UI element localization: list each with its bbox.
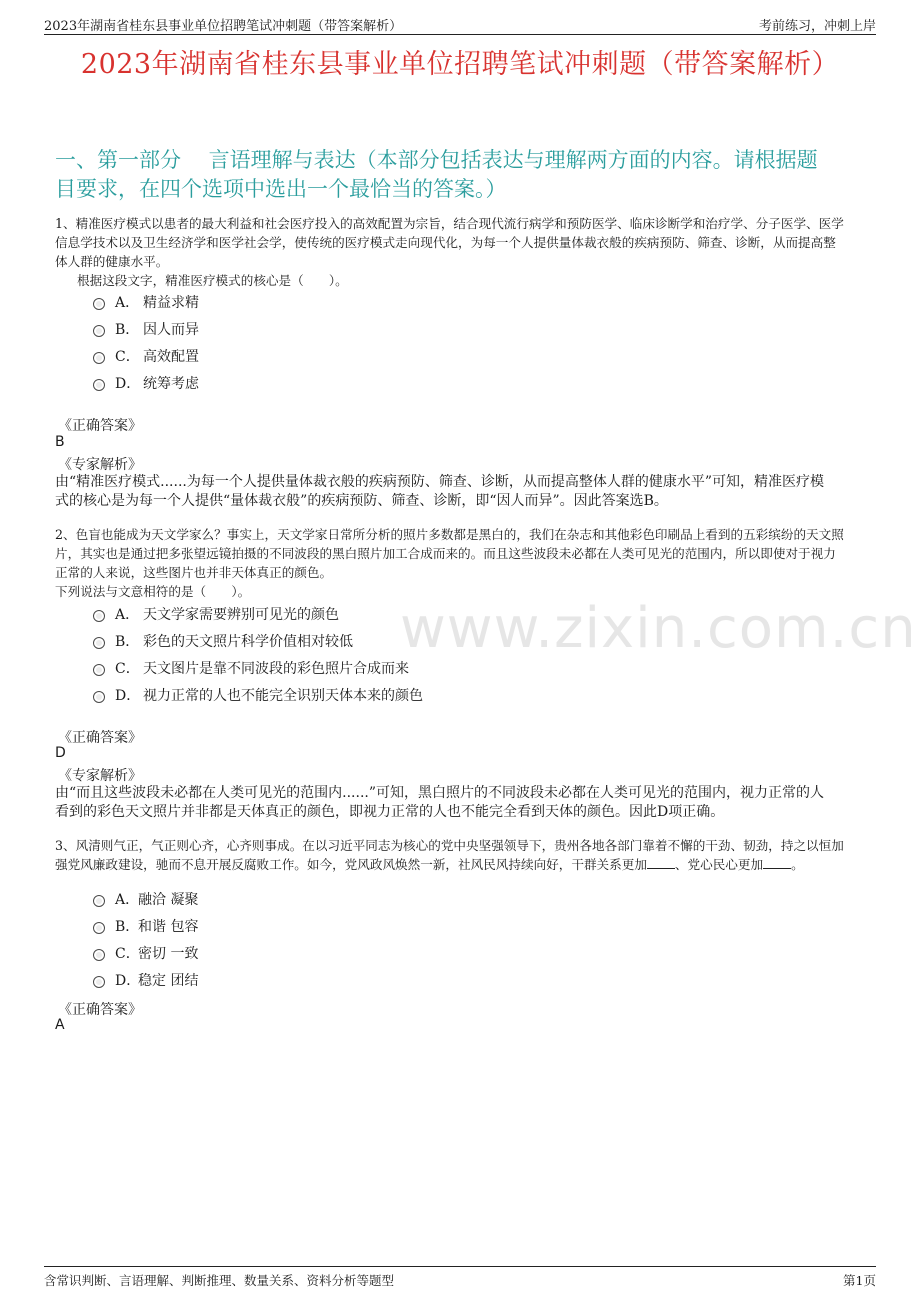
header-slogan: 考前练习，冲刺上岸: [758, 19, 876, 34]
option-letter: C．: [115, 946, 140, 962]
radio-button[interactable]: [93, 379, 105, 391]
option-text: 高效配置: [143, 349, 199, 365]
analysis-line: 由“而且这些波段未必都在人类可见光的范围内......”可知，黑白照片的不同波段未必都在人类可见光的范围内，视力正常的人: [55, 785, 825, 801]
q2-stem-line: 2、色盲也能成为天文学家么？事实上，天文学家日常所分析的照片多数都是黑白的，我们在杂志和其他彩色印刷品上看到的五彩缤纷的天文照: [55, 527, 844, 542]
q1-analysis-label: 《专家解析》: [58, 457, 142, 473]
q3-stem-text: 强党风廉政建设，驰而不息开展反腐败工作。如今，党风政风焕然一新，社风民风持续向好，干群关系更加: [55, 857, 647, 872]
option-letter: B．: [115, 919, 140, 935]
option-letter: D．: [115, 376, 141, 392]
radio-button[interactable]: [93, 895, 105, 907]
radio-button[interactable]: [93, 298, 105, 310]
q3-answer: A: [55, 1017, 65, 1033]
q1-answer-label: 《正确答案》: [58, 418, 142, 434]
analysis-line: 式的核心是为每一个人提供“量体裁衣般”的疾病预防、筛查、诊断，即“因人而异”。因此答案选B。: [55, 493, 668, 509]
q3-stem: [55, 836, 868, 874]
q1-stem-line: 体人群的健康水平。: [55, 254, 169, 269]
option-text: 彩色的天文照片科学价值相对较低: [143, 634, 353, 650]
analysis-line: 看到的彩色天文照片并非都是天体真正的颜色，即视力正常的人也不能完全看到天体的颜色。因此D项正确。: [55, 804, 725, 820]
q2-stem-line: 片，其实也是通过把多张望远镜拍摄的不同波段的黑白照片加工合成而来的。而且这些波段未必都在人类可见光的范围内，所以即使对于视力: [55, 546, 836, 561]
radio-button[interactable]: [93, 949, 105, 961]
q2-analysis-label: 《专家解析》: [58, 768, 142, 784]
option-letter: B．: [115, 634, 140, 650]
page-footer: [44, 1266, 876, 1289]
document-title: 2023年湖南省桂东县事业单位招聘笔试冲刺题（带答案解析）: [80, 49, 840, 80]
header-doc-title: 2023年湖南省桂东县事业单位招聘笔试冲刺题（带答案解析）: [44, 19, 403, 34]
option-text: 和谐 包容: [138, 919, 199, 935]
option-text: 天文学家需要辨别可见光的颜色: [143, 607, 339, 623]
option-letter: C．: [115, 661, 140, 677]
q1-stem: [55, 214, 868, 290]
q2-stem-line: 正常的人来说，这些图片也并非天体真正的颜色。: [55, 565, 333, 580]
option-text: 稳定 团结: [138, 973, 199, 989]
fill-blank: [647, 856, 675, 869]
radio-button[interactable]: [93, 610, 105, 622]
radio-button[interactable]: [93, 352, 105, 364]
option-letter: C．: [115, 349, 140, 365]
option-letter: D．: [115, 688, 141, 704]
option-text: 融洽 凝聚: [138, 892, 199, 908]
page-header: [44, 12, 876, 35]
option-text: 统筹考虑: [143, 376, 199, 392]
radio-button[interactable]: [93, 976, 105, 988]
q1-stem-line: 1、精准医疗模式以患者的最大利益和社会医疗投入的高效配置为宗旨，结合现代流行病学和预防医学、临床诊断学和治疗学、分子医学、医学: [55, 216, 844, 231]
radio-button[interactable]: [93, 922, 105, 934]
analysis-line: 由“精准医疗模式......为每一个人提供量体裁衣般的疾病预防、筛查、诊断，从而提高整体人群的健康水平”可知，精准医疗模: [55, 474, 825, 490]
q3-answer-label: 《正确答案》: [58, 1002, 142, 1018]
radio-button[interactable]: [93, 325, 105, 337]
footer-description: 含常识判断、言语理解、判断推理、数量关系、资料分析等题型: [44, 1273, 395, 1288]
q1-stem-line: 信息学技术以及卫生经济学和医学社会学，使传统的医疗模式走向现代化，为每一个人提供量体裁衣般的疾病预防、筛查、诊断，从而提高整: [55, 235, 836, 250]
section-heading: [55, 146, 870, 204]
q1-answer: B: [55, 434, 65, 450]
radio-button[interactable]: [93, 664, 105, 676]
q3-stem-text: 。: [791, 857, 804, 872]
option-letter: D．: [115, 973, 141, 989]
q3-stem-line: [55, 855, 868, 874]
q1-analysis: [55, 473, 870, 511]
q1-question: 根据这段文字，精准医疗模式的核心是（ ）。: [77, 273, 348, 288]
option-letter: B．: [115, 322, 140, 338]
q3-stem-text: 、党心民心更加: [674, 857, 764, 872]
fill-blank: [763, 856, 791, 869]
section-heading-line2: 目要求，在四个选项中选出一个最恰当的答案。）: [55, 177, 507, 201]
option-text: 精益求精: [143, 295, 199, 311]
radio-button[interactable]: [93, 691, 105, 703]
q2-answer-label: 《正确答案》: [58, 730, 142, 746]
section-heading-line1: 一、第一部分 言语理解与表达（本部分包括表达与理解两方面的内容。请根据题: [55, 148, 818, 172]
radio-button[interactable]: [93, 637, 105, 649]
option-letter: A．: [115, 295, 140, 311]
option-text: 天文图片是靠不同波段的彩色照片合成而来: [143, 661, 409, 677]
q2-analysis: [55, 784, 870, 822]
option-letter: A．: [115, 607, 140, 623]
q2-question: 下列说法与文意相符的是（ ）。: [55, 584, 251, 599]
option-text: 因人而异: [143, 322, 199, 338]
q2-answer: D: [55, 745, 66, 761]
option-letter: A．: [115, 892, 140, 908]
option-text: 密切 一致: [138, 946, 199, 962]
q2-stem: [55, 525, 868, 601]
page-number: 第1页: [843, 1273, 876, 1288]
option-text: 视力正常的人也不能完全识别天体本来的颜色: [143, 688, 423, 704]
q3-stem-line: 3、风清则气正，气正则心齐，心齐则事成。在以习近平同志为核心的党中央坚强领导下，贵州各地各部门靠着不懈的干劲、韧劲，持之以恒加: [55, 838, 844, 853]
watermark: www.zixin.com.cn: [400, 596, 917, 661]
